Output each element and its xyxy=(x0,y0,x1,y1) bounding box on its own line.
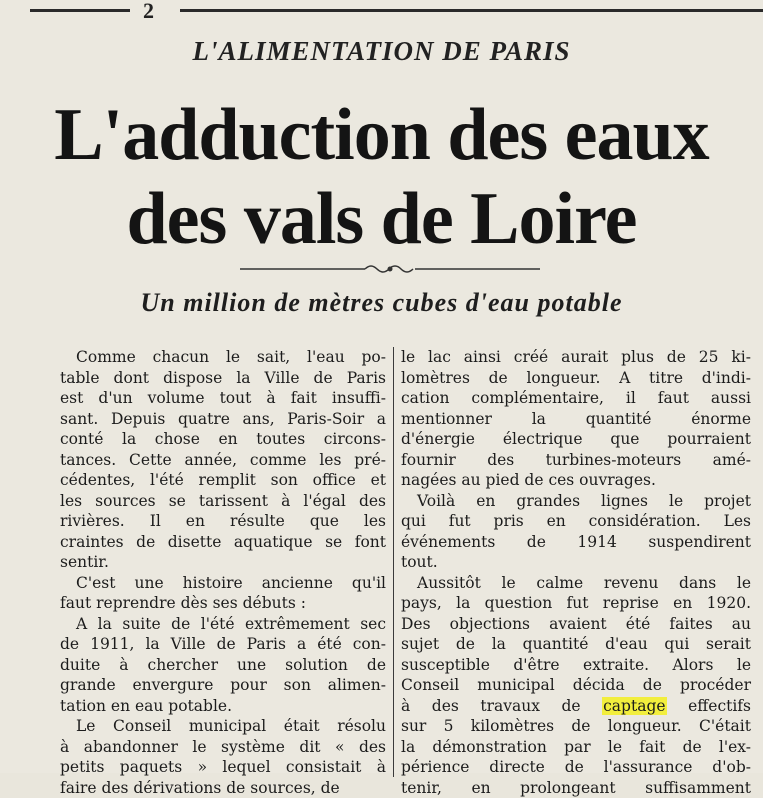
text-line: Aussitôt le calme revenu dans le xyxy=(401,573,751,594)
text-line: rivières. Il en résulte que les xyxy=(60,511,386,532)
page-number: 2 xyxy=(143,0,154,24)
article-column-right xyxy=(401,347,751,798)
text-line: périence directe de l'assurance d'ob- xyxy=(401,757,751,778)
text-line: tation en eau potable. xyxy=(60,696,386,717)
text-line: lomètres de longueur. A titre d'indi- xyxy=(401,368,751,389)
text-line: la démonstration par le fait de l'ex- xyxy=(401,737,751,758)
ornament-divider xyxy=(240,262,540,276)
text-fragment: effectifs xyxy=(667,697,751,715)
text-fragment: à des travaux de xyxy=(401,697,602,715)
text-line: tances. Cette année, comme les pré- xyxy=(60,450,386,471)
column-divider xyxy=(393,347,394,777)
article-column-left xyxy=(60,347,386,798)
text-line: susceptible d'être extraite. Alors le xyxy=(401,655,751,676)
text-line: d'énergie électrique que pourraient xyxy=(401,429,751,450)
text-line: craintes de disette aquatique se font xyxy=(60,532,386,553)
text-line: événements de 1914 suspendirent xyxy=(401,532,751,553)
text-line: mentionner la quantité énorme xyxy=(401,409,751,430)
text-line-highlighted xyxy=(401,696,751,717)
text-line: faire des dérivations de sources, de xyxy=(60,778,386,798)
text-line: C'est une histoire ancienne qu'il xyxy=(60,573,386,594)
text-line: nagées au pied de ces ouvrages. xyxy=(401,470,751,491)
text-line: Le Conseil municipal était résolu xyxy=(60,716,386,737)
text-line: cation complémentaire, il faut aussi xyxy=(401,388,751,409)
text-line: le lac ainsi créé aurait plus de 25 ki- xyxy=(401,347,751,368)
text-line: pays, la question fut reprise en 1920. xyxy=(401,593,751,614)
section-kicker: L'ALIMENTATION DE PARIS xyxy=(0,36,763,67)
text-line: est d'un volume tout à fait insuffi- xyxy=(60,388,386,409)
text-line: faut reprendre dès ses débuts : xyxy=(60,593,386,614)
text-line: tenir, en prolongeant suffisamment xyxy=(401,778,751,798)
text-line: de 1911, la Ville de Paris a été con- xyxy=(60,634,386,655)
text-line: Conseil municipal décida de procéder xyxy=(401,675,751,696)
text-line: à abandonner le système dit « des xyxy=(60,737,386,758)
text-line: duite à chercher une solution de xyxy=(60,655,386,676)
text-line: Des objections avaient été faites au xyxy=(401,614,751,635)
text-line: A la suite de l'été extrêmement sec xyxy=(60,614,386,635)
headline-line-2: des vals de Loire xyxy=(0,177,763,261)
text-line: tout. xyxy=(401,552,751,573)
text-line: qui fut pris en considération. Les xyxy=(401,511,751,532)
headline xyxy=(0,93,763,261)
text-line: fournir des turbines-moteurs amé- xyxy=(401,450,751,471)
headline-line-1: L'adduction des eaux xyxy=(0,93,763,177)
top-rule-left xyxy=(30,9,130,12)
text-line: petits paquets » lequel consistait à xyxy=(60,757,386,778)
text-line: les sources se tarissent à l'égal des xyxy=(60,491,386,512)
text-line: sur 5 kilomètres de longueur. C'était xyxy=(401,716,751,737)
text-line: sentir. xyxy=(60,552,386,573)
text-line: sant. Depuis quatre ans, Paris-Soir a xyxy=(60,409,386,430)
text-line: cédentes, l'été remplit son office et xyxy=(60,470,386,491)
text-line: Voilà en grandes lignes le projet xyxy=(401,491,751,512)
top-rule-right xyxy=(180,9,763,12)
highlighted-word: captage xyxy=(602,697,666,715)
subheadline: Un million de mètres cubes d'eau potable xyxy=(0,288,763,318)
text-line: sujet de la quantité d'eau qui serait xyxy=(401,634,751,655)
text-line: Comme chacun le sait, l'eau po- xyxy=(60,347,386,368)
text-line: table dont dispose la Ville de Paris xyxy=(60,368,386,389)
text-line: conté la chose en toutes circons- xyxy=(60,429,386,450)
text-line: grande envergure pour son alimen- xyxy=(60,675,386,696)
